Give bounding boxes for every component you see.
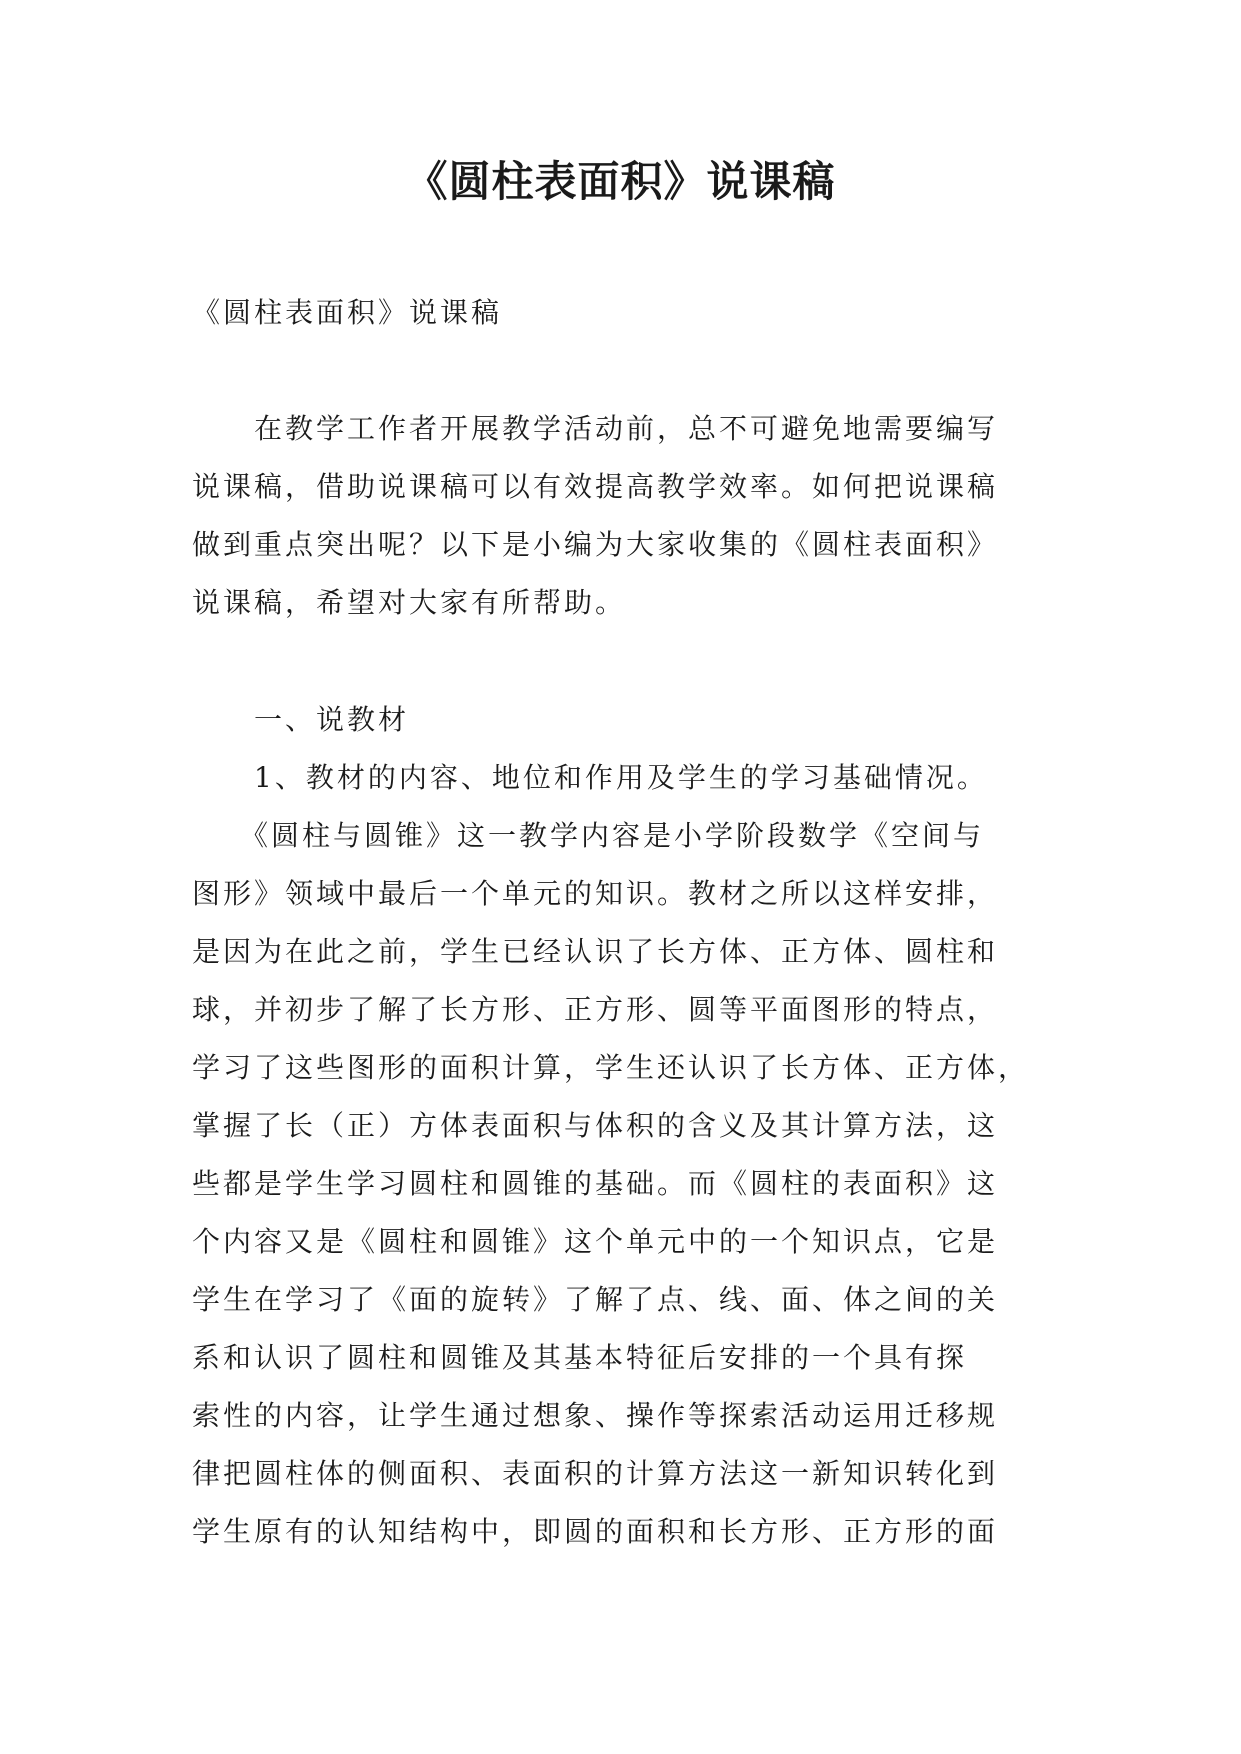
- paragraph-line: 《圆柱与圆锥》这一教学内容是小学阶段数学《空间与: [192, 819, 985, 852]
- paragraph-line: 个内容又是《圆柱和圆锥》这个单元中的一个知识点，它是: [192, 1225, 999, 1258]
- paragraph-line: 系和认识了圆柱和圆锥及其基本特征后安排的一个具有探: [192, 1341, 968, 1374]
- intro-line: 在教学工作者开展教学活动前，总不可避免地需要编写: [192, 412, 999, 445]
- paragraph-line: 索性的内容，让学生通过想象、操作等探索活动运用迁移规: [192, 1399, 999, 1432]
- paragraph-line: 学习了这些图形的面积计算，学生还认识了长方体、正方体，: [192, 1051, 1030, 1084]
- paragraph-line: 律把圆柱体的侧面积、表面积的计算方法这一新知识转化到: [192, 1457, 999, 1490]
- paragraph-line: 学生在学习了《面的旋转》了解了点、线、面、体之间的关: [192, 1283, 999, 1316]
- intro-line: 说课稿，借助说课稿可以有效提高教学效率。如何把说课稿: [192, 470, 999, 503]
- section-heading: 一、说教材: [192, 703, 410, 736]
- paragraph-line: 些都是学生学习圆柱和圆锥的基础。而《圆柱的表面积》这: [192, 1167, 999, 1200]
- intro-line: 说课稿，希望对大家有所帮助。: [192, 586, 627, 619]
- paragraph-line: 图形》领域中最后一个单元的知识。教材之所以这样安排，: [192, 877, 999, 910]
- document-title: 《圆柱表面积》说课稿: [405, 157, 836, 206]
- list-item-1: 1、教材的内容、地位和作用及学生的学习基础情况。: [192, 761, 988, 794]
- paragraph-line: 是因为在此之前，学生已经认识了长方体、正方体、圆柱和: [192, 935, 999, 968]
- paragraph-line: 学生原有的认知结构中，即圆的面积和长方形、正方形的面: [192, 1515, 999, 1548]
- intro-line: 做到重点突出呢？以下是小编为大家收集的《圆柱表面积》: [192, 528, 999, 561]
- paragraph-line: 球，并初步了解了长方形、正方形、圆等平面图形的特点，: [192, 993, 999, 1026]
- paragraph-line: 掌握了长（正）方体表面积与体积的含义及其计算方法，这: [192, 1109, 999, 1142]
- document-subtitle: 《圆柱表面积》说课稿: [192, 296, 503, 329]
- body-paragraph: [192, 807, 1052, 1561]
- intro-paragraph: [192, 400, 1052, 632]
